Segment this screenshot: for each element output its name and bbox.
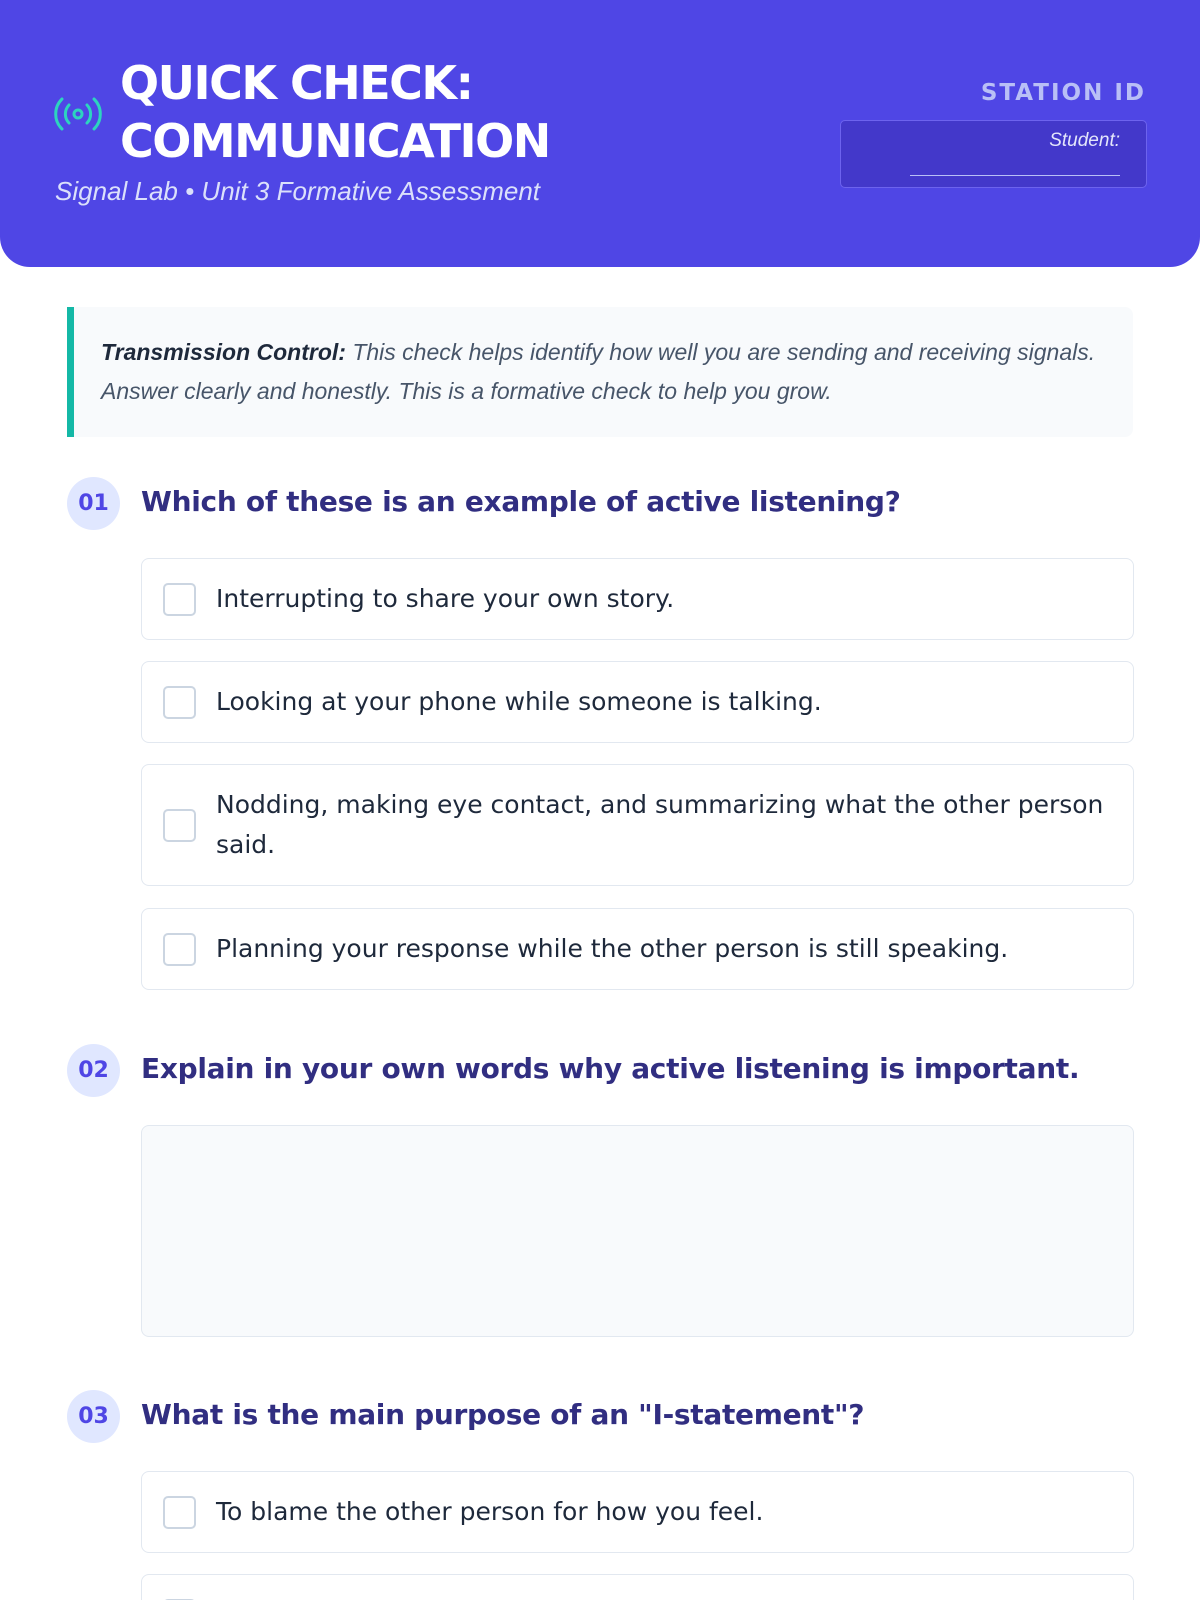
option-label: To blame the other person for how you feel. <box>216 1497 764 1526</box>
option-checkbox[interactable] <box>163 686 196 719</box>
written-answer-box[interactable] <box>141 1125 1134 1337</box>
question-text: What is the main purpose of an "I-statement"? <box>141 1398 865 1431</box>
option-label: Planning your response while the other person is still speaking. <box>216 934 1009 963</box>
option-label: Interrupting to share your own story. <box>216 584 675 613</box>
answer-option[interactable] <box>141 661 1134 743</box>
question-number-badge: 02 <box>67 1044 120 1097</box>
option-checkbox[interactable] <box>163 1496 196 1529</box>
answer-option[interactable] <box>141 908 1134 990</box>
student-label: Student: <box>1049 130 1120 151</box>
intro-callout <box>67 307 1133 437</box>
student-name-field[interactable] <box>840 120 1147 188</box>
answer-option[interactable] <box>141 1471 1134 1553</box>
page-header <box>0 0 1200 267</box>
question-text: Which of these is an example of active listening? <box>141 485 901 518</box>
option-checkbox[interactable] <box>163 933 196 966</box>
option-label: Nodding, making eye contact, and summarizing what the other person said. <box>216 790 1104 859</box>
student-name-line <box>910 175 1120 176</box>
broadcast-signal-icon <box>54 94 102 134</box>
question-text: Explain in your own words why active listening is important. <box>141 1052 1080 1085</box>
answer-option[interactable] <box>141 764 1134 886</box>
option-label: Looking at your phone while someone is talking. <box>216 687 822 716</box>
page-subtitle: Signal Lab • Unit 3 Formative Assessment <box>55 176 541 206</box>
page-title: QUICK CHECK: COMMUNICATION <box>120 56 550 168</box>
question-number-badge: 03 <box>67 1390 120 1443</box>
intro-lead: Transmission Control: <box>101 339 346 365</box>
option-checkbox[interactable] <box>163 583 196 616</box>
answer-option[interactable] <box>141 558 1134 640</box>
intro-body: This check helps identify how well you are sending and receiving signals. Answer clearly and honestly. This is a formative check to help you grow. <box>101 339 1096 404</box>
option-checkbox[interactable] <box>163 809 196 842</box>
station-id-label: STATION ID <box>980 80 1146 106</box>
question-number-badge: 01 <box>67 477 120 530</box>
answer-option[interactable] <box>141 1574 1134 1600</box>
